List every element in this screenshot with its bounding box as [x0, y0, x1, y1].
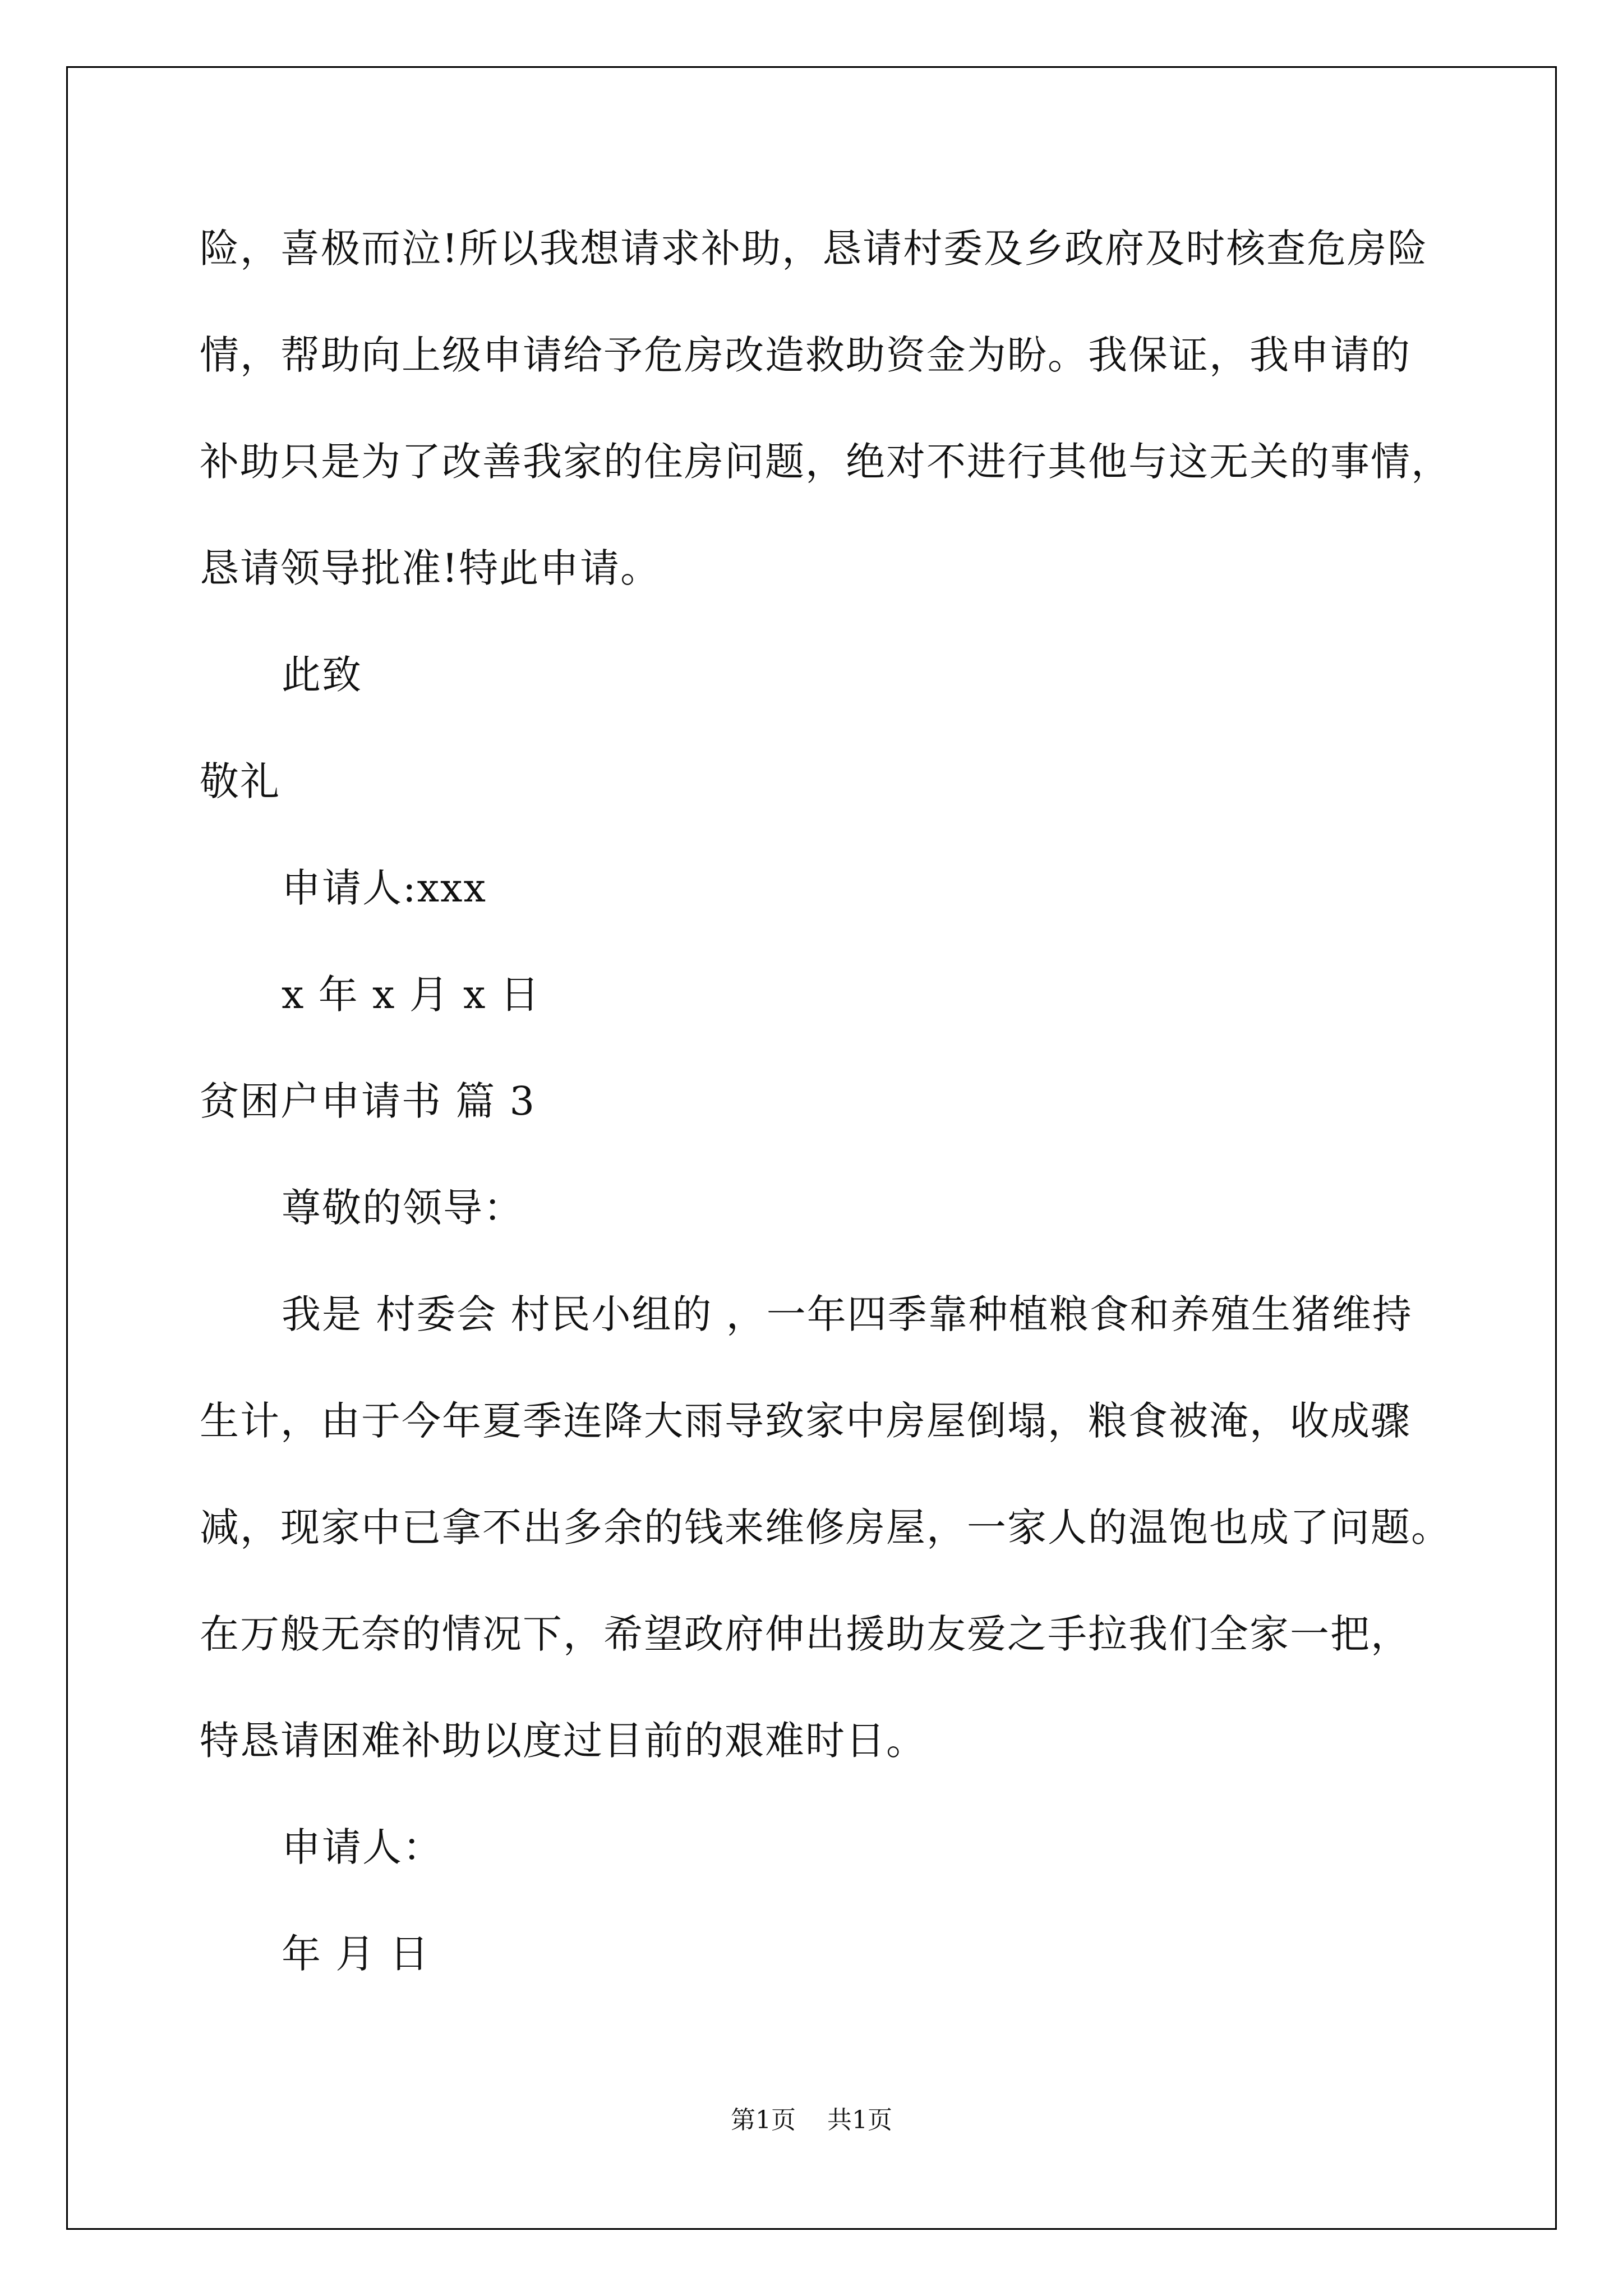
body-text-line: 恳请领导批准!特此申请。 — [200, 545, 661, 591]
applicant-line: 申请人:xxx — [282, 865, 487, 911]
section-heading: 贫困户申请书 篇 3 — [200, 1078, 536, 1124]
body-text-line: 情，帮助向上级申请给予危房改造救助资金为盼。我保证，我申请的 — [200, 332, 1411, 378]
body-text-line: 生计，由于今年夏季连降大雨导致家中房屋倒塌，粮食被淹，收成骤 — [200, 1398, 1411, 1444]
body-text-line: 在万般无奈的情况下，希望政府伸出援助友爱之手拉我们全家一把， — [200, 1611, 1411, 1657]
page-footer: 第1页 共1页 — [731, 2106, 892, 2134]
date-line: x 年 x 月 x 日 — [282, 972, 541, 1018]
body-text-line: 补助只是为了改善我家的住房问题，绝对不进行其他与这无关的事情， — [200, 439, 1451, 485]
body-text-line: 减，现家中已拿不出多余的钱来维修房屋，一家人的温饱也成了问题。 — [200, 1504, 1451, 1550]
closing-respect: 敬礼 — [200, 758, 280, 804]
applicant-line: 申请人： — [282, 1824, 443, 1870]
greeting-line: 尊敬的领导： — [282, 1185, 524, 1231]
body-text-line: 险，喜极而泣!所以我想请求补助，恳请村委及乡政府及时核查危房险 — [200, 226, 1428, 272]
closing-salutation: 此致 — [282, 652, 362, 698]
page-border — [66, 66, 1557, 2230]
date-line: 年 月 日 — [282, 1931, 430, 1977]
body-text-line: 特恳请困难补助以度过目前的艰难时日。 — [200, 1718, 926, 1764]
body-text-line: 我是 村委会 村民小组的 ，一年四季靠种植粮食和养殖生猪维持 — [282, 1291, 1413, 1337]
